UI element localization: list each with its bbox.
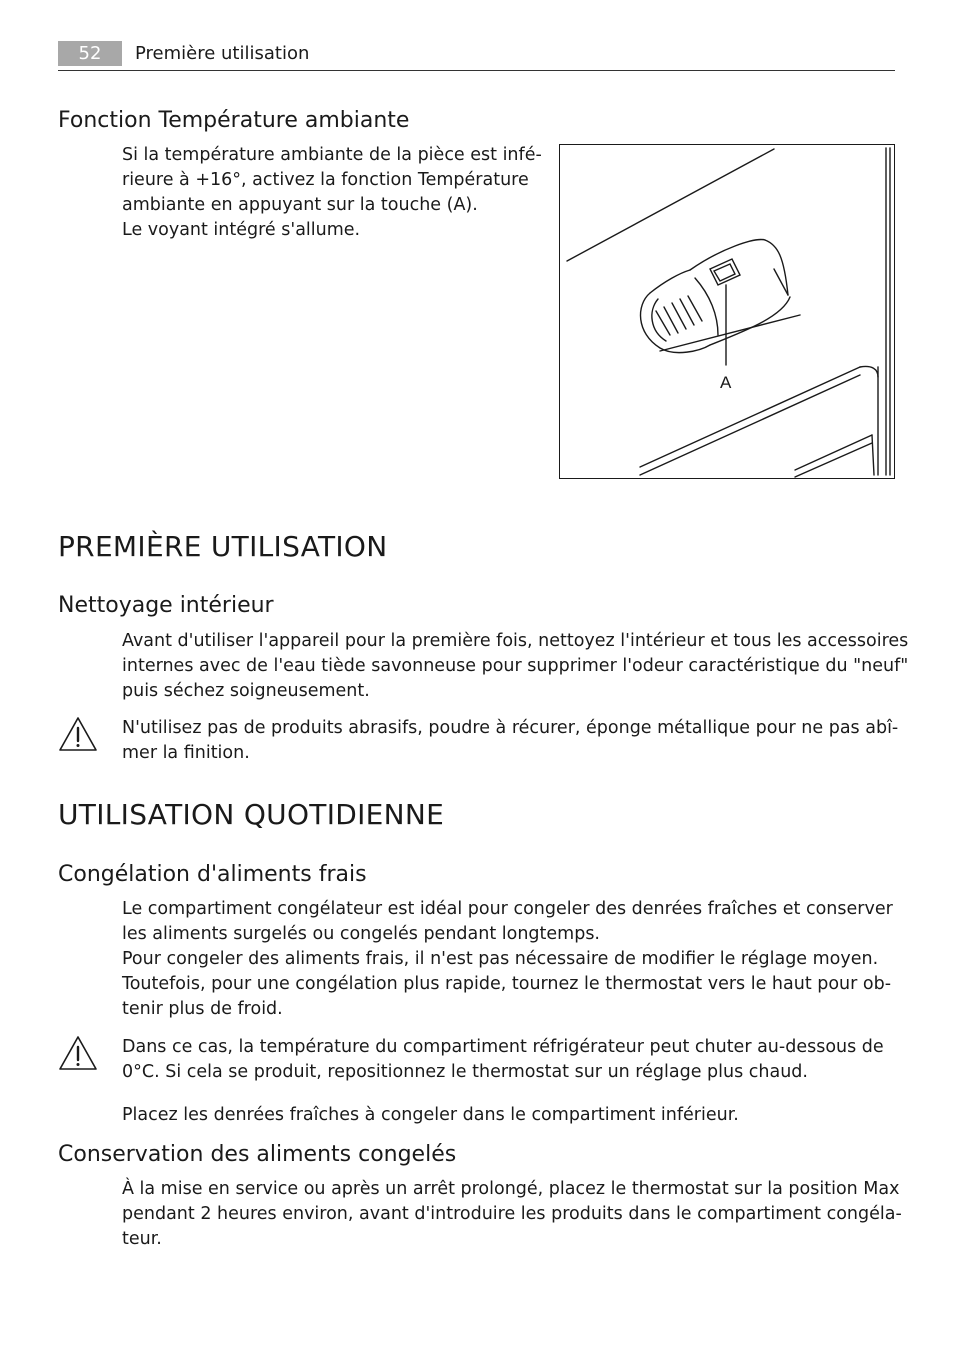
congelation-line: Pour congeler des aliments frais, il n'est pas nécessaire de modifier le réglage moyen. [122,949,879,969]
header-rule [58,70,895,71]
section-title-premiere: PREMIÈRE UTILISATION [58,530,388,563]
warning-paragraph-finition [122,716,898,766]
warning-line: Dans ce cas, la température du compartiment réfrigérateur peut chuter au-dessous de [122,1037,884,1057]
placez-paragraph [122,1103,739,1128]
congelation-line: les aliments surgelés ou congelés pendant longtemps. [122,924,600,944]
congelation-line: Le compartiment congélateur est idéal pour congeler des denrées fraîches et conserver [122,899,893,919]
congelation-line: Toutefois, pour une congélation plus rapide, tournez le thermostat vers le haut pour ob- [122,974,892,994]
warning-line: mer la finition. [122,743,250,763]
conservation-line: teur. [122,1229,162,1249]
warning-triangle-icon [58,716,98,752]
thermostat-button-illustration [560,145,894,478]
congelation-line: tenir plus de froid. [122,999,283,1019]
fonction-paragraph [122,143,542,243]
fonction-heading: Fonction Température ambiante [58,108,410,133]
thermostat-figure [559,144,895,479]
placez-line: Placez les denrées fraîches à congeler dans le compartiment inférieur. [122,1105,739,1125]
conservation-paragraph [122,1177,902,1252]
running-title: Première utilisation [135,43,310,64]
nettoyage-line: Avant d'utiliser l'appareil pour la première fois, nettoyez l'intérieur et tous les accessoires [122,631,909,651]
conservation-line: À la mise en service ou après un arrêt prolongé, placez le thermostat sur la position Max [122,1179,900,1199]
congelation-heading: Congélation d'aliments frais [58,862,367,887]
nettoyage-line: internes avec de l'eau tiède savonneuse pour supprimer l'odeur caractéristique du "neuf" [122,656,909,676]
nettoyage-heading: Nettoyage intérieur [58,593,274,618]
figure-label-a: A [720,373,732,392]
warning-line: 0°C. Si cela se produit, repositionnez le thermostat sur un réglage plus chaud. [122,1062,808,1082]
fonction-line: ambiante en appuyant sur la touche (A). [122,195,478,215]
fonction-line: Le voyant intégré s'allume. [122,220,361,240]
page-number: 52 [58,41,122,66]
nettoyage-paragraph [122,629,908,704]
warning-line: N'utilisez pas de produits abrasifs, poudre à récurer, éponge métallique pour ne pas abî- [122,718,899,738]
fonction-line: rieure à +16°, activez la fonction Température [122,170,529,190]
conservation-heading: Conservation des aliments congelés [58,1142,457,1167]
conservation-line: pendant 2 heures environ, avant d'introduire les produits dans le compartiment congéla- [122,1204,902,1224]
nettoyage-line: puis séchez soigneusement. [122,681,370,701]
section-title-quotidienne: UTILISATION QUOTIDIENNE [58,798,445,831]
congelation-paragraph [122,897,893,1022]
warning-paragraph-temperature [122,1035,884,1085]
warning-triangle-icon [58,1035,98,1071]
fonction-line: Si la température ambiante de la pièce est infé- [122,145,542,165]
